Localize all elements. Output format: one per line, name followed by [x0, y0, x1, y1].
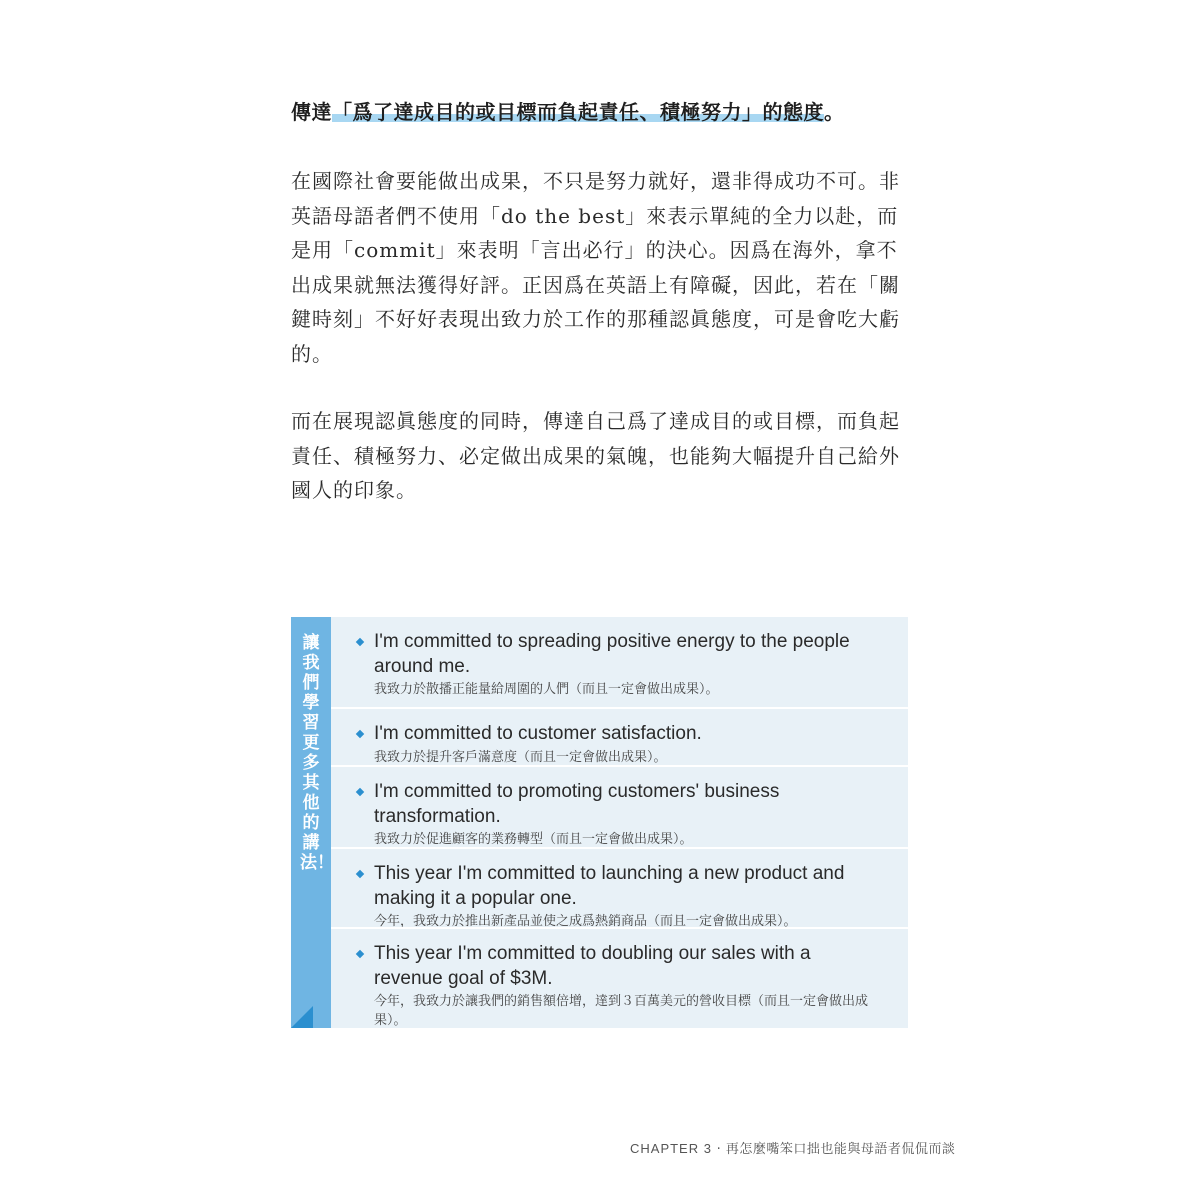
- diamond-bullet-icon: [356, 950, 364, 958]
- page-footer: [630, 1138, 970, 1157]
- example-chinese: 我致力於散播正能量給周圍的人們（而且一定會做出成果）。: [374, 682, 719, 697]
- example-english: I'm committed to spreading positive energy to the people around me.: [374, 631, 850, 677]
- example-english: I'm committed to promoting customers' business transformation.: [374, 781, 780, 827]
- example-english: This year I'm committed to doubling our sales with a revenue goal of $3M.: [374, 943, 811, 989]
- section-headline: [291, 97, 931, 127]
- headline-highlight: 「爲了達成目的或目標而負起責任、積極努力」的態度: [332, 100, 824, 124]
- sidebox-tab: [291, 617, 334, 1028]
- headline-lead: 傳達: [291, 100, 332, 124]
- diamond-bullet-icon: [356, 730, 364, 738]
- footer-title: 再怎麼嘴笨口拙也能與母語者侃侃而談: [725, 1142, 956, 1157]
- list-item: [331, 617, 908, 707]
- footer-chapter: CHAPTER 3: [630, 1141, 712, 1156]
- body-paragraph-2: 而在展現認眞態度的同時，傳達自己爲了達成目的或目標，而負起責任、積極努力、必定做出成果的氣魄，也能夠大幅提升自己給外國人的印象。: [291, 409, 900, 502]
- example-english: I'm committed to customer satisfaction.: [374, 723, 702, 744]
- list-item: [331, 847, 908, 927]
- example-list: [331, 617, 908, 1028]
- list-item: [331, 765, 908, 847]
- example-chinese: 今年，我致力於推出新產品並使之成爲熱銷商品（而且一定會做出成果）。: [374, 914, 797, 929]
- diamond-bullet-icon: [356, 870, 364, 878]
- sidebox-tab-title: 讓我們學習更多其他的講法！: [300, 633, 334, 873]
- body-paragraph-1: 在國際社會要能做出成果，不只是努力就好，還非得成功不可。非英語母語者們不使用「do the best」來表示單純的全力以赴，而是用「commit」來表明「言出必行」的決心。因爲在海外，拿不出成果就無法獲得好評。正因爲在英語上有障礙，因此，若在「關鍵時刻」不好好表現出致力於工作的那種認眞態度，可是會吃大虧的。: [291, 169, 900, 366]
- corner-fold-icon: [291, 1006, 313, 1028]
- diamond-bullet-icon: [356, 788, 364, 796]
- example-sidebox: [291, 617, 908, 1028]
- list-item: [331, 707, 908, 765]
- diamond-bullet-icon: [356, 638, 364, 646]
- example-chinese: 我致力於提升客戶滿意度（而且一定會做出成果）。: [374, 749, 667, 765]
- footer-separator: ·: [716, 1142, 722, 1157]
- example-english: This year I'm committed to launching a new product and making it a popular one.: [374, 863, 845, 909]
- example-chinese: 今年，我致力於讓我們的銷售額倍增，達到３百萬美元的營收目標（而且一定會做出成果）。: [374, 994, 869, 1028]
- headline-end: 。: [824, 100, 845, 124]
- example-chinese: 我致力於促進顧客的業務轉型（而且一定會做出成果）。: [374, 832, 693, 847]
- list-item: [331, 927, 908, 1028]
